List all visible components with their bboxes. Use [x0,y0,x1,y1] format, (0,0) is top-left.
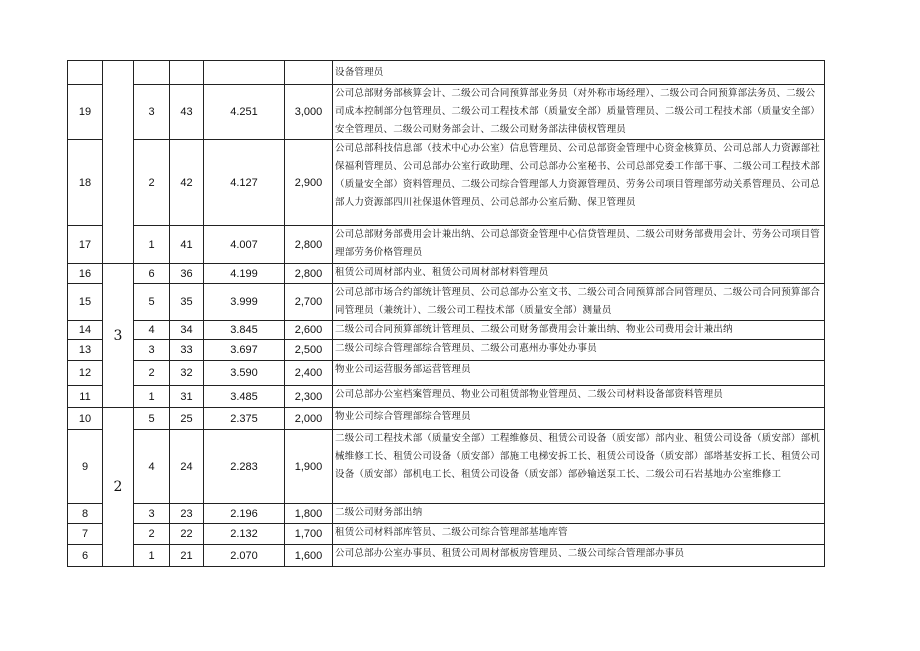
positions-cell: 租赁公司材料部库管员、二级公司综合管理部基地库管 [333,524,825,545]
coefficient-cell: 3.590 [204,361,285,386]
amount-cell: 2,000 [285,408,333,430]
coefficient-cell: 2.283 [204,430,285,504]
amount-cell: 2,900 [285,140,333,226]
row-number: 16 [68,264,103,284]
coefficient-cell [204,61,285,85]
table-row [68,340,825,361]
positions-cell: 二级公司财务部出纳 [333,504,825,524]
amount-cell: 1,600 [285,545,333,567]
step-cell [134,61,170,85]
code-cell: 24 [170,430,204,504]
position-grade-table [67,60,825,567]
amount-cell: 2,500 [285,340,333,361]
row-number: 6 [68,545,103,567]
step-cell: 5 [134,284,170,321]
table-row [68,386,825,408]
coefficient-cell: 4.199 [204,264,285,284]
code-cell: 22 [170,524,204,545]
code-cell: 33 [170,340,204,361]
amount-cell: 2,400 [285,361,333,386]
row-number: 8 [68,504,103,524]
amount-cell: 1,700 [285,524,333,545]
coefficient-cell: 2.196 [204,504,285,524]
table-row [68,524,825,545]
coefficient-cell: 4.007 [204,226,285,264]
coefficient-cell: 2.132 [204,524,285,545]
amount-cell: 2,700 [285,284,333,321]
step-cell: 6 [134,264,170,284]
code-cell [170,61,204,85]
positions-cell: 公司总部办公室档案管理员、物业公司租赁部物业管理员、二级公司材料设备部资料管理员 [333,386,825,408]
row-number: 14 [68,321,103,340]
grade-cell: 2 [103,408,134,567]
code-cell: 25 [170,408,204,430]
step-cell: 1 [134,226,170,264]
step-cell: 3 [134,85,170,140]
table-row [68,85,825,140]
table-row [68,545,825,567]
table-row [68,321,825,340]
row-number: 11 [68,386,103,408]
row-number: 9 [68,430,103,504]
coefficient-cell: 2.070 [204,545,285,567]
row-number: 17 [68,226,103,264]
positions-cell: 公司总部财务部核算会计、二级公司合同预算部业务员（对外称市场经理）、二级公司合同预算部法务员、二级公司成本控制部分包管理员、二级公司工程技术部（质量安全部）质量管理员、二级公司工程技术部（质量安全部）安全管理员、二级公司财务部会计、二级公司财务部法律债权管理员 [333,85,825,140]
amount-cell: 2,600 [285,321,333,340]
step-cell: 4 [134,430,170,504]
coefficient-cell: 3.999 [204,284,285,321]
coefficient-cell: 2.375 [204,408,285,430]
amount-cell: 3,000 [285,85,333,140]
positions-cell: 物业公司运营服务部运营管理员 [333,361,825,386]
table-row [68,430,825,504]
positions-cell: 二级公司综合管理部综合管理员、二级公司惠州办事处办事员 [333,340,825,361]
table-row [68,226,825,264]
positions-cell: 公司总部办公室办事员、租赁公司周材部板房管理员、二级公司综合管理部办事员 [333,545,825,567]
step-cell: 2 [134,524,170,545]
step-cell: 2 [134,140,170,226]
row-number: 13 [68,340,103,361]
row-number: 12 [68,361,103,386]
code-cell: 34 [170,321,204,340]
code-cell: 42 [170,140,204,226]
row-number: 19 [68,85,103,140]
code-cell: 36 [170,264,204,284]
row-number [68,61,103,85]
row-number: 10 [68,408,103,430]
coefficient-cell: 3.697 [204,340,285,361]
coefficient-cell: 4.251 [204,85,285,140]
positions-cell: 设备管理员 [333,61,825,85]
table-row [68,361,825,386]
coefficient-cell: 3.845 [204,321,285,340]
table-row [68,408,825,430]
step-cell: 2 [134,361,170,386]
code-cell: 21 [170,545,204,567]
amount-cell: 2,800 [285,264,333,284]
positions-cell: 公司总部科技信息部（技术中心办公室）信息管理员、公司总部资金管理中心资金核算员、公司总部人力资源部社保福利管理员、公司总部办公室行政助理、公司总部办公室秘书、公司总部党委工作部干事、二级公司工程技术部（质量安全部）资料管理员、二级公司综合管理部人力资源管理员、劳务公司项目管理部劳动关系管理员、公司总部人力资源部四川社保退休管理员、公司总部办公室后勤、保卫管理员 [333,140,825,226]
amount-cell: 1,800 [285,504,333,524]
table-row [68,61,825,85]
grade-cell-empty [103,61,134,264]
positions-cell: 公司总部市场合约部统计管理员、公司总部办公室文书、二级公司合同预算部合同管理员、二级公司合同预算部合同管理员（兼统计）、二级公司工程技术部（质量安全部）测量员 [333,284,825,321]
table-row [68,140,825,226]
row-number: 18 [68,140,103,226]
step-cell: 1 [134,545,170,567]
amount-cell [285,61,333,85]
code-cell: 41 [170,226,204,264]
code-cell: 23 [170,504,204,524]
grade-cell: 3 [103,264,134,408]
table-row [68,264,825,284]
coefficient-cell: 3.485 [204,386,285,408]
amount-cell: 2,300 [285,386,333,408]
step-cell: 3 [134,340,170,361]
step-cell: 1 [134,386,170,408]
step-cell: 3 [134,504,170,524]
positions-cell: 二级公司工程技术部（质量安全部）工程维修员、租赁公司设备（质安部）部内业、租赁公司设备（质安部）部机械维修工长、租赁公司设备（质安部）部施工电梯安拆工长、租赁公司设备（质安部）部塔基安拆工长、租赁公司设备（质安部）部机电工长、租赁公司设备（质安部）部砂输送泵工长、二级公司石岩基地办公室维修工 [333,430,825,504]
table-row [68,504,825,524]
code-cell: 43 [170,85,204,140]
row-number: 7 [68,524,103,545]
row-number: 15 [68,284,103,321]
amount-cell: 1,900 [285,430,333,504]
coefficient-cell: 4.127 [204,140,285,226]
code-cell: 32 [170,361,204,386]
code-cell: 31 [170,386,204,408]
positions-cell: 租赁公司周材部内业、租赁公司周材部材料管理员 [333,264,825,284]
positions-cell: 公司总部财务部费用会计兼出纳、公司总部资金管理中心信贷管理员、二级公司财务部费用会计、劳务公司项目管理部劳务价格管理员 [333,226,825,264]
code-cell: 35 [170,284,204,321]
table-row [68,284,825,321]
positions-cell: 二级公司合同预算部统计管理员、二级公司财务部费用会计兼出纳、物业公司费用会计兼出纳 [333,321,825,340]
amount-cell: 2,800 [285,226,333,264]
positions-cell: 物业公司综合管理部综合管理员 [333,408,825,430]
step-cell: 5 [134,408,170,430]
step-cell: 4 [134,321,170,340]
